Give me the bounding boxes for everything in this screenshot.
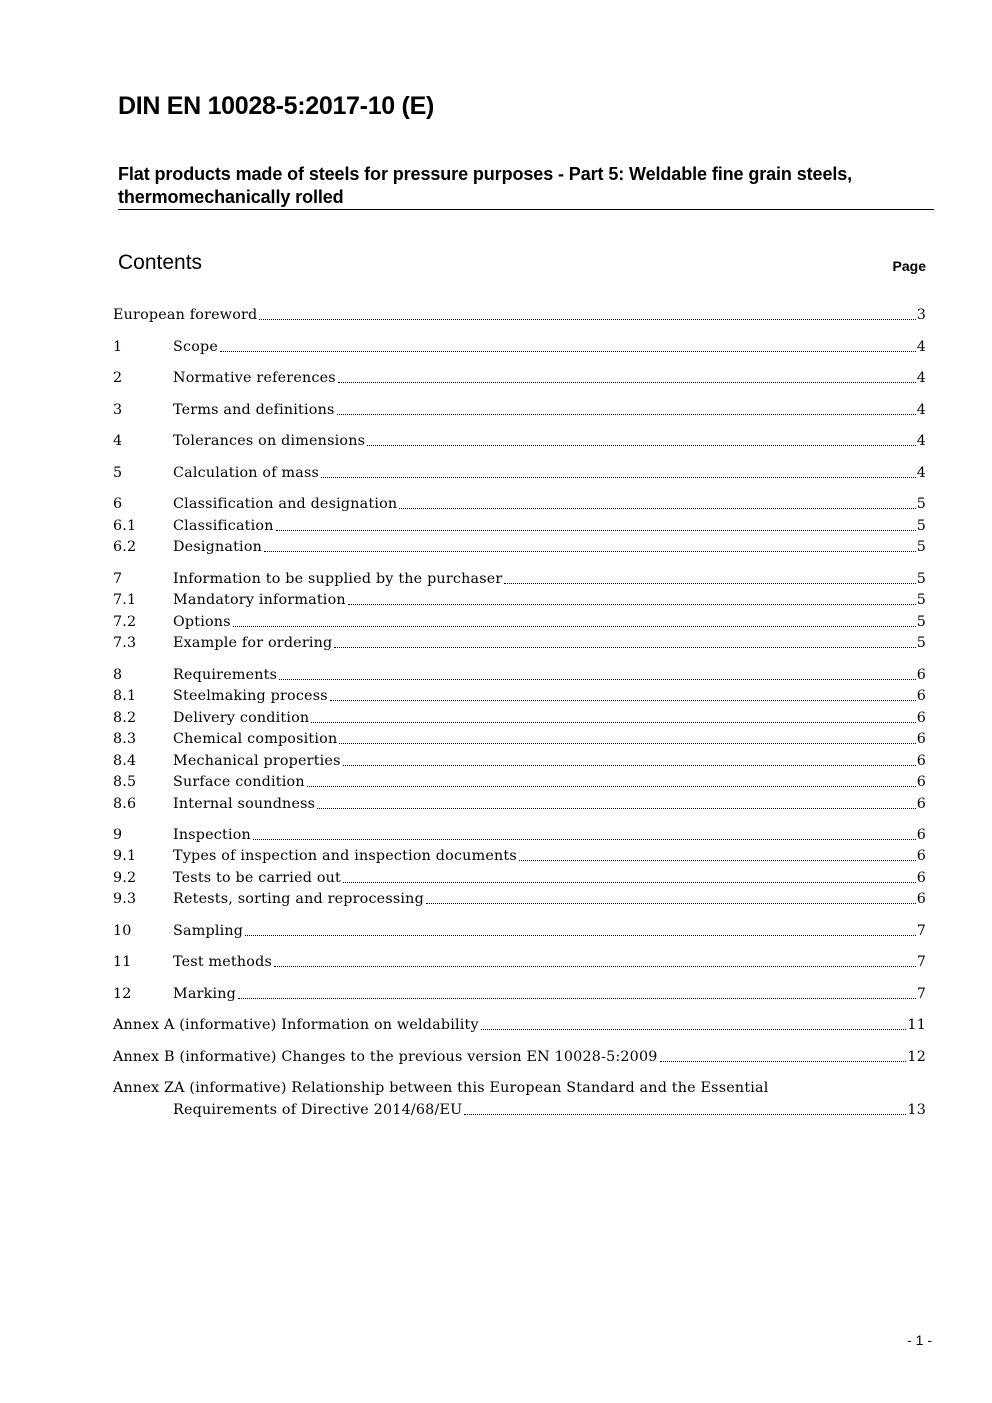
toc-entry-page: 4 <box>916 465 926 481</box>
toc-entry[interactable] <box>113 1077 926 1099</box>
toc-dot-leader <box>348 604 916 605</box>
toc-entry-page: 5 <box>916 614 926 630</box>
toc-entry-title: Scope <box>173 339 219 355</box>
toc-entry-number: 8.6 <box>113 796 137 812</box>
toc-entry-number: 7.3 <box>113 635 137 651</box>
toc-dot-leader <box>321 477 916 478</box>
toc-entry-number: 7.2 <box>113 614 137 630</box>
toc-entry-title: Requirements <box>173 667 278 683</box>
toc-entry-page: 5 <box>916 539 926 555</box>
toc-entry-number: 9 <box>113 827 123 843</box>
toc-entry[interactable] <box>113 750 926 772</box>
toc-dot-leader <box>399 508 915 509</box>
toc-entry-title: Calculation of mass <box>173 465 320 481</box>
toc-entry[interactable] <box>113 462 926 484</box>
toc-entry[interactable] <box>113 951 926 973</box>
toc-entry-number: 6.1 <box>113 518 137 534</box>
toc-entry-number: 8.1 <box>113 688 137 704</box>
toc-entry-title: Types of inspection and inspection documents <box>173 848 517 864</box>
toc-entry[interactable] <box>113 664 926 686</box>
toc-entry-page: 12 <box>907 1049 926 1065</box>
toc-dot-leader <box>311 722 915 723</box>
toc-entry-number: 9.1 <box>113 848 137 864</box>
toc-entry-title: European foreword <box>113 307 258 323</box>
toc-entry-number: 6.2 <box>113 539 137 555</box>
toc-entry[interactable] <box>113 728 926 750</box>
toc-entry[interactable] <box>113 493 926 515</box>
toc-entry-title: Requirements of Directive 2014/68/EU <box>173 1102 463 1118</box>
toc-entry-title: Options <box>173 614 231 630</box>
toc-entry[interactable] <box>113 589 926 611</box>
toc-entry-number: 12 <box>113 986 132 1002</box>
toc-entry-page: 6 <box>916 796 926 812</box>
toc-dot-leader <box>343 882 916 883</box>
toc-entry-page: 6 <box>916 731 926 747</box>
toc-dot-leader <box>464 1114 906 1115</box>
toc-entry[interactable] <box>113 1099 926 1121</box>
toc-dot-leader <box>220 351 916 352</box>
toc-entry-number: 7 <box>113 571 123 587</box>
toc-entry-title: Inspection <box>173 827 251 843</box>
toc-dot-leader <box>367 445 916 446</box>
toc-dot-leader <box>334 647 915 648</box>
toc-entry[interactable] <box>113 367 926 389</box>
toc-entry-title: Terms and definitions <box>173 402 335 418</box>
toc-entry-title: Sampling <box>173 923 244 939</box>
toc-entry-page: 7 <box>916 923 926 939</box>
toc-entry-number: 8 <box>113 667 123 683</box>
toc-dot-leader <box>253 839 916 840</box>
toc-entry-title: Example for ordering <box>173 635 333 651</box>
toc-entry-number: 4 <box>113 433 123 449</box>
toc-entry[interactable] <box>113 771 926 793</box>
toc-entry-title: Normative references <box>173 370 336 386</box>
toc-entry-page: 5 <box>916 496 926 512</box>
toc-entry-number: 7.1 <box>113 592 137 608</box>
toc-entry-page: 6 <box>916 688 926 704</box>
toc-entry-title: Marking <box>173 986 236 1002</box>
toc-entry-title: Annex ZA (informative) Relationship between this European Standard and the Essential <box>113 1080 769 1096</box>
toc-entry-page: 6 <box>916 710 926 726</box>
toc-entry-number: 3 <box>113 402 123 418</box>
toc-dot-leader <box>245 935 916 936</box>
toc-entry[interactable] <box>113 867 926 889</box>
toc-entry[interactable] <box>113 920 926 942</box>
toc-entry-title: Test methods <box>173 954 272 970</box>
toc-entry[interactable] <box>113 888 926 910</box>
toc-dot-leader <box>279 679 916 680</box>
toc-entry-page: 6 <box>916 827 926 843</box>
toc-entry-title: Tolerances on dimensions <box>173 433 366 449</box>
document-title: Flat products made of steels for pressure purposes - Part 5: Weldable fine grain steels, thermomechanically rolled <box>118 164 853 207</box>
toc-entry[interactable] <box>113 845 926 867</box>
toc-entry-title: Mandatory information <box>173 592 346 608</box>
toc-entry-page: 6 <box>916 753 926 769</box>
toc-entry-page: 3 <box>916 307 926 323</box>
toc-entry-page: 11 <box>907 1017 926 1033</box>
toc-entry[interactable] <box>113 536 926 558</box>
toc-entry[interactable] <box>113 824 926 846</box>
title-divider <box>118 209 934 210</box>
toc-entry-number: 8.5 <box>113 774 137 790</box>
toc-entry-title: Internal soundness <box>173 796 316 812</box>
toc-entry-title: Surface condition <box>173 774 305 790</box>
toc-dot-leader <box>481 1029 907 1030</box>
toc-entry-page: 5 <box>916 635 926 651</box>
toc-entry-page: 4 <box>916 370 926 386</box>
toc-entry[interactable] <box>113 1014 926 1036</box>
toc-dot-leader <box>337 414 916 415</box>
toc-entry-page: 6 <box>916 870 926 886</box>
toc-entry-page: 6 <box>916 891 926 907</box>
toc-entry-page: 5 <box>916 518 926 534</box>
toc-dot-leader <box>274 966 916 967</box>
toc-entry-title: Mechanical properties <box>173 753 341 769</box>
toc-entry-page: 7 <box>916 954 926 970</box>
contents-heading: Contents <box>118 251 203 274</box>
toc-entry-title: Classification and designation <box>173 496 398 512</box>
toc-dot-leader <box>660 1061 907 1062</box>
toc-entry[interactable] <box>113 399 926 421</box>
toc-entry[interactable] <box>113 1046 926 1068</box>
toc-entry-number: 8.4 <box>113 753 137 769</box>
toc-entry-page: 6 <box>916 774 926 790</box>
toc-entry[interactable] <box>113 304 926 326</box>
toc-dot-leader <box>276 530 916 531</box>
toc-entry-title: Information to be supplied by the purchaser <box>173 571 503 587</box>
toc-entry-number: 1 <box>113 339 123 355</box>
page-column-heading: Page <box>892 258 926 274</box>
toc-entry[interactable] <box>113 430 926 452</box>
toc-entry-number: 5 <box>113 465 123 481</box>
toc-entry-title: Steelmaking process <box>173 688 328 704</box>
toc-dot-leader <box>338 382 916 383</box>
toc-entry-number: 11 <box>113 954 132 970</box>
toc-entry[interactable] <box>113 611 926 633</box>
toc-entry[interactable] <box>113 793 926 815</box>
toc-entry-page: 6 <box>916 848 926 864</box>
toc-entry-title: Delivery condition <box>173 710 310 726</box>
toc-entry-number: 8.3 <box>113 731 137 747</box>
toc-entry-title: Tests to be carried out <box>173 870 341 886</box>
toc-entry[interactable] <box>113 336 926 358</box>
toc-entry-page: 13 <box>907 1102 926 1118</box>
toc-dot-leader <box>264 551 916 552</box>
page-footer-number: - 1 - <box>907 1332 932 1348</box>
toc-dot-leader <box>233 626 916 627</box>
toc-entry[interactable] <box>113 515 926 537</box>
toc-entry-title: Designation <box>173 539 263 555</box>
toc-entry-number: 9.3 <box>113 891 137 907</box>
toc-dot-leader <box>504 583 915 584</box>
toc-dot-leader <box>339 743 915 744</box>
toc-dot-leader <box>519 860 916 861</box>
toc-entry-title: Retests, sorting and reprocessing <box>173 891 424 907</box>
toc-entry-number: 9.2 <box>113 870 137 886</box>
toc-entry-number: 6 <box>113 496 123 512</box>
toc-entry-page: 5 <box>916 592 926 608</box>
toc-entry-title: Annex A (informative) Information on weldability <box>113 1017 479 1033</box>
toc-entry[interactable] <box>113 707 926 729</box>
toc-entry[interactable] <box>113 632 926 654</box>
toc-dot-leader <box>259 319 915 320</box>
toc-dot-leader <box>426 903 916 904</box>
document-code: DIN EN 10028-5:2017-10 (E) <box>118 92 434 120</box>
toc-entry[interactable] <box>113 568 926 590</box>
toc-entry-title: Annex B (informative) Changes to the previous version EN 10028-5:2009 <box>113 1049 658 1065</box>
toc-entry-page: 6 <box>916 667 926 683</box>
toc-dot-leader <box>330 700 916 701</box>
toc-entry-number: 2 <box>113 370 123 386</box>
toc-entry-title: Chemical composition <box>173 731 338 747</box>
toc-entry-number: 8.2 <box>113 710 137 726</box>
toc-entry-page: 4 <box>916 402 926 418</box>
toc-entry[interactable] <box>113 685 926 707</box>
toc-entry[interactable] <box>113 983 926 1005</box>
toc-entry-title: Classification <box>173 518 274 534</box>
toc-entry-number: 10 <box>113 923 132 939</box>
toc-dot-leader <box>317 808 916 809</box>
toc-entry-page: 7 <box>916 986 926 1002</box>
toc-entry-page: 4 <box>916 339 926 355</box>
toc-entry-page: 4 <box>916 433 926 449</box>
toc-dot-leader <box>343 765 916 766</box>
toc-entry-page: 5 <box>916 571 926 587</box>
toc-dot-leader <box>307 786 916 787</box>
toc-dot-leader <box>238 998 916 999</box>
